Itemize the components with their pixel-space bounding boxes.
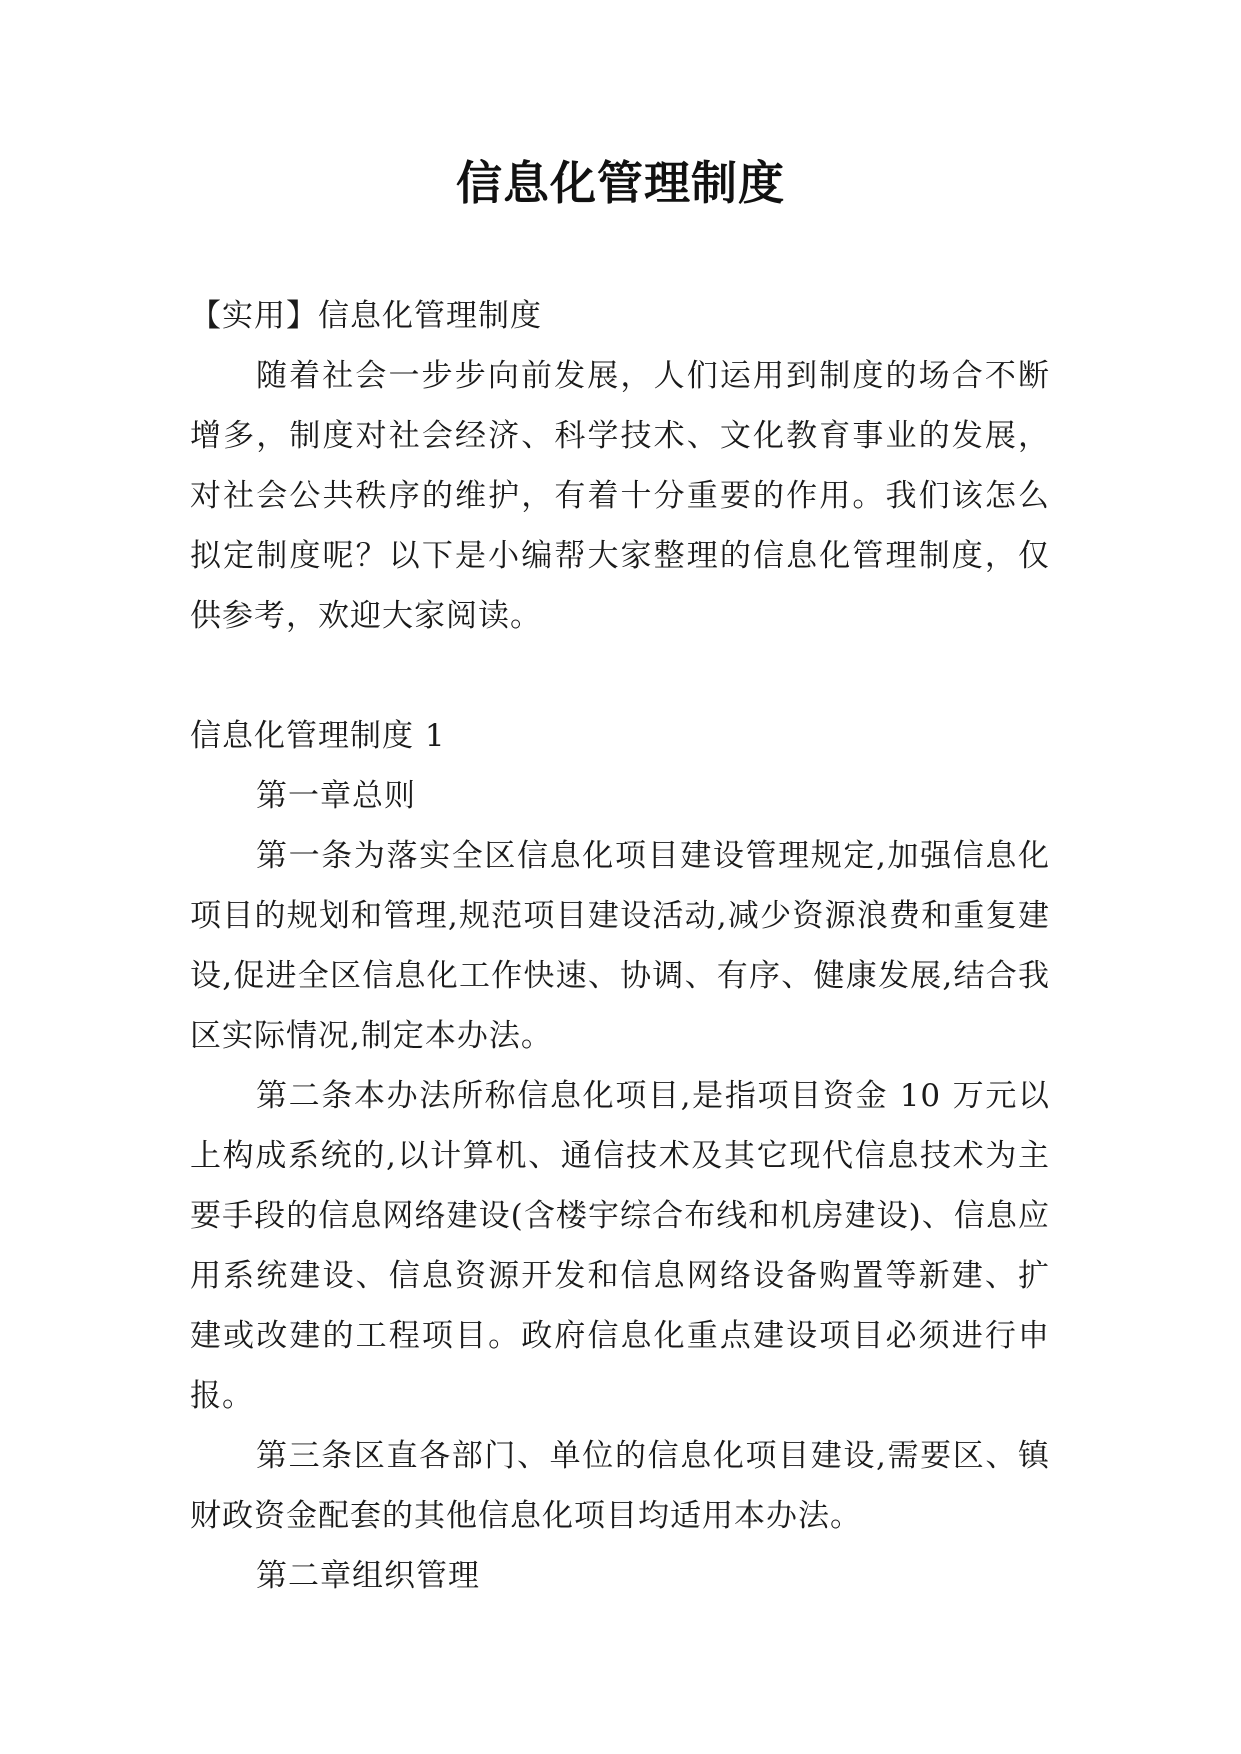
article-2: 第二条本办法所称信息化项目,是指项目资金 10 万元以上构成系统的,以计算机、通信技术及其它现代信息技术为主要手段的信息网络建设(含楼宇综合布线和机房建设)、信息应用系统建设、信息资源开发和信息网络设备购置等新建、扩建或改建的工程项目。政府信息化重点建设项目必须进行申报。 [190,1078,1050,1414]
intro-heading: 【实用】信息化管理制度 [190,298,542,334]
chapter-heading-2: 第二章组织管理 [256,1558,480,1594]
section-heading: 信息化管理制度 1 [190,718,446,754]
article-1: 第一条为落实全区信息化项目建设管理规定,加强信息化项目的规划和管理,规范项目建设活动,减少资源浪费和重复建设,促进全区信息化工作快速、协调、有序、健康发展,结合我区实际情况,制定本办法。 [190,838,1050,1054]
article-3: 第三条区直各部门、单位的信息化项目建设,需要区、镇财政资金配套的其他信息化项目均适用本办法。 [190,1438,1050,1534]
document-title: 信息化管理制度 [456,156,785,210]
document-body [190,286,1050,1606]
intro-paragraph: 随着社会一步步向前发展，人们运用到制度的场合不断增多，制度对社会经济、科学技术、文化教育事业的发展，对社会公共秩序的维护，有着十分重要的作用。我们该怎么拟定制度呢？以下是小编帮大家整理的信息化管理制度，仅供参考，欢迎大家阅读。 [190,358,1050,634]
section-spacer [190,646,1050,706]
chapter-heading-1: 第一章总则 [256,778,416,814]
